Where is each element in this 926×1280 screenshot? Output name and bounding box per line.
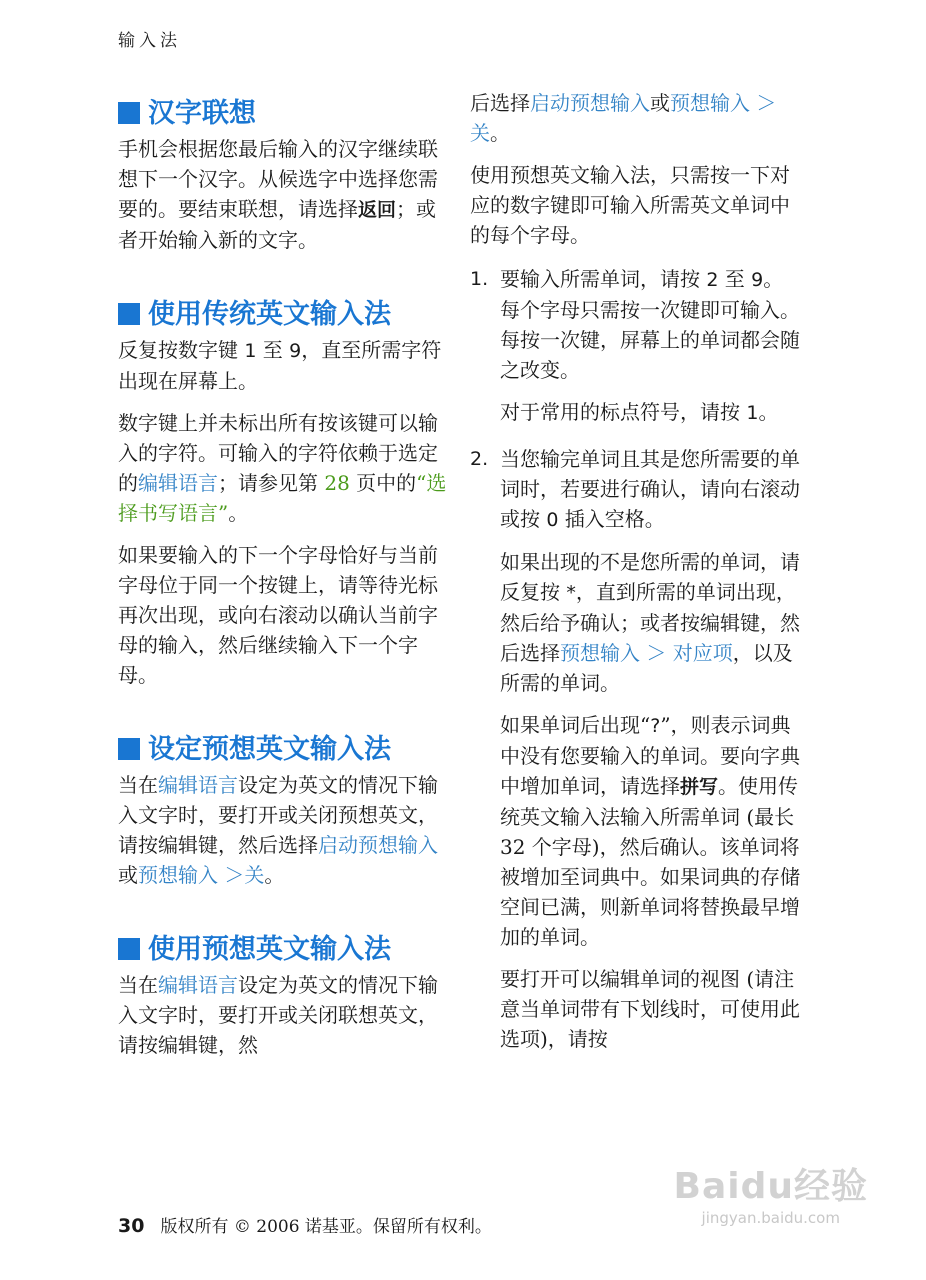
page-footer: [118, 1212, 492, 1237]
running-header: 输入法: [118, 31, 181, 51]
link-predictive-off[interactable]: 预想输入 ＞关: [470, 91, 777, 145]
paragraph: 如果单词后出现“?”，则表示词典中没有您要输入的单词。要向字典中增加单词，请选择拼写。使用传统英文输入法输入所需单词 (最长 32 个字母)，然后确认。该单词将被增加至词典中。如果词典的存储空间已满，则新单词将替换最早增加的单词。: [500, 713, 800, 949]
section-traditional-english: [118, 295, 448, 690]
left-column: [118, 82, 448, 1060]
section-heading: 使用传统英文输入法: [118, 295, 448, 335]
link-enable-predictive[interactable]: 启动预想输入: [530, 91, 650, 115]
paragraph: 后选择启动预想输入或预想输入 ＞关。: [470, 91, 777, 145]
watermark-url: jingyan.baidu.com: [701, 1209, 840, 1227]
link-edit-language[interactable]: 编辑语言: [138, 471, 218, 495]
link-predictive-off[interactable]: 预想输入 ＞关: [138, 863, 265, 887]
section-hanzi-prediction: [118, 94, 448, 255]
section-heading: 汉字联想: [118, 94, 448, 134]
section-use-predictive-english: [118, 930, 448, 1060]
square-bullet-icon: [118, 938, 140, 960]
link-enable-predictive[interactable]: 启动预想输入: [318, 833, 438, 857]
paragraph: 如果要输入的下一个字母恰好与当前字母位于同一个按键上，请等待光标再次出现，或向右滚动以确认当前字母的输入，然后继续输入下一个字母。: [118, 543, 438, 687]
link-predictive-matches[interactable]: 预想输入 ＞ 对应项: [560, 641, 733, 665]
baidu-watermark: [674, 1158, 868, 1227]
paragraph: 当在编辑语言设定为英文的情况下输入文字时，要打开或关闭预想英文，请按编辑键，然后选择启动预想输入或预想输入 ＞关。: [118, 773, 438, 887]
section-heading: 使用预想英文输入法: [118, 930, 448, 970]
page-reference[interactable]: 28: [324, 471, 350, 495]
section-heading: 设定预想英文输入法: [118, 730, 448, 770]
paragraph: 手机会根据您最后输入的汉字继续联想下一个汉字。从候选字中选择您需要的。要结束联想，请选择返回；或者开始输入新的文字。: [118, 137, 438, 252]
watermark-logo: Baidu经验: [673, 1166, 868, 1207]
square-bullet-icon: [118, 303, 140, 325]
section-set-predictive-english: [118, 730, 448, 890]
step-number: 2.: [470, 448, 489, 470]
paragraph: 数字键上并未标出所有按该键可以输入的字符。可输入的字符依赖于选定的编辑语言；请参见第 28 页中的“选择书写语言”。: [118, 411, 447, 525]
list-item: [470, 444, 800, 1054]
link-edit-language[interactable]: 编辑语言: [158, 773, 238, 797]
list-item: [470, 264, 800, 428]
paragraph: 当在编辑语言设定为英文的情况下输入文字时，要打开或关闭联想英文，请按编辑键，然: [118, 973, 438, 1057]
copyright-notice: 版权所有 © 2006 诺基亚。保留所有权利。: [160, 1217, 492, 1237]
paragraph: 对于常用的标点符号，请按 1。: [500, 400, 779, 424]
link-edit-language[interactable]: 编辑语言: [158, 973, 238, 997]
paragraph: 要输入所需单词，请按 2 至 9。每个字母只需按一次键即可输入。每按一次键，屏幕上的单词都会随之改变。: [500, 267, 800, 382]
page-number: 30: [118, 1215, 145, 1237]
paragraph: 当您输完单词且其是您所需要的单词时，若要进行确认，请向右滚动或按 0 插入空格。: [500, 447, 800, 531]
square-bullet-icon: [118, 102, 140, 124]
link-select-writing-language[interactable]: “选择书写语言”: [118, 471, 447, 525]
step-number: 1.: [470, 268, 489, 290]
paragraph: 如果出现的不是您所需的单词，请反复按 *，直到所需的单词出现，然后给予确认；或者按编辑键，然后选择预想输入 ＞ 对应项，以及所需的单词。: [500, 550, 800, 695]
square-bullet-icon: [118, 738, 140, 760]
right-column: [470, 88, 800, 1054]
paragraph: 反复按数字键 1 至 9，直至所需字符出现在屏幕上。: [118, 338, 442, 393]
steps-list: [470, 264, 800, 1054]
paragraph: 要打开可以编辑单词的视图 (请注意当单词带有下划线时，可使用此选项)，请按: [500, 967, 800, 1051]
paragraph: 使用预想英文输入法，只需按一下对应的数字键即可输入所需英文单词中的每个字母。: [470, 163, 790, 247]
